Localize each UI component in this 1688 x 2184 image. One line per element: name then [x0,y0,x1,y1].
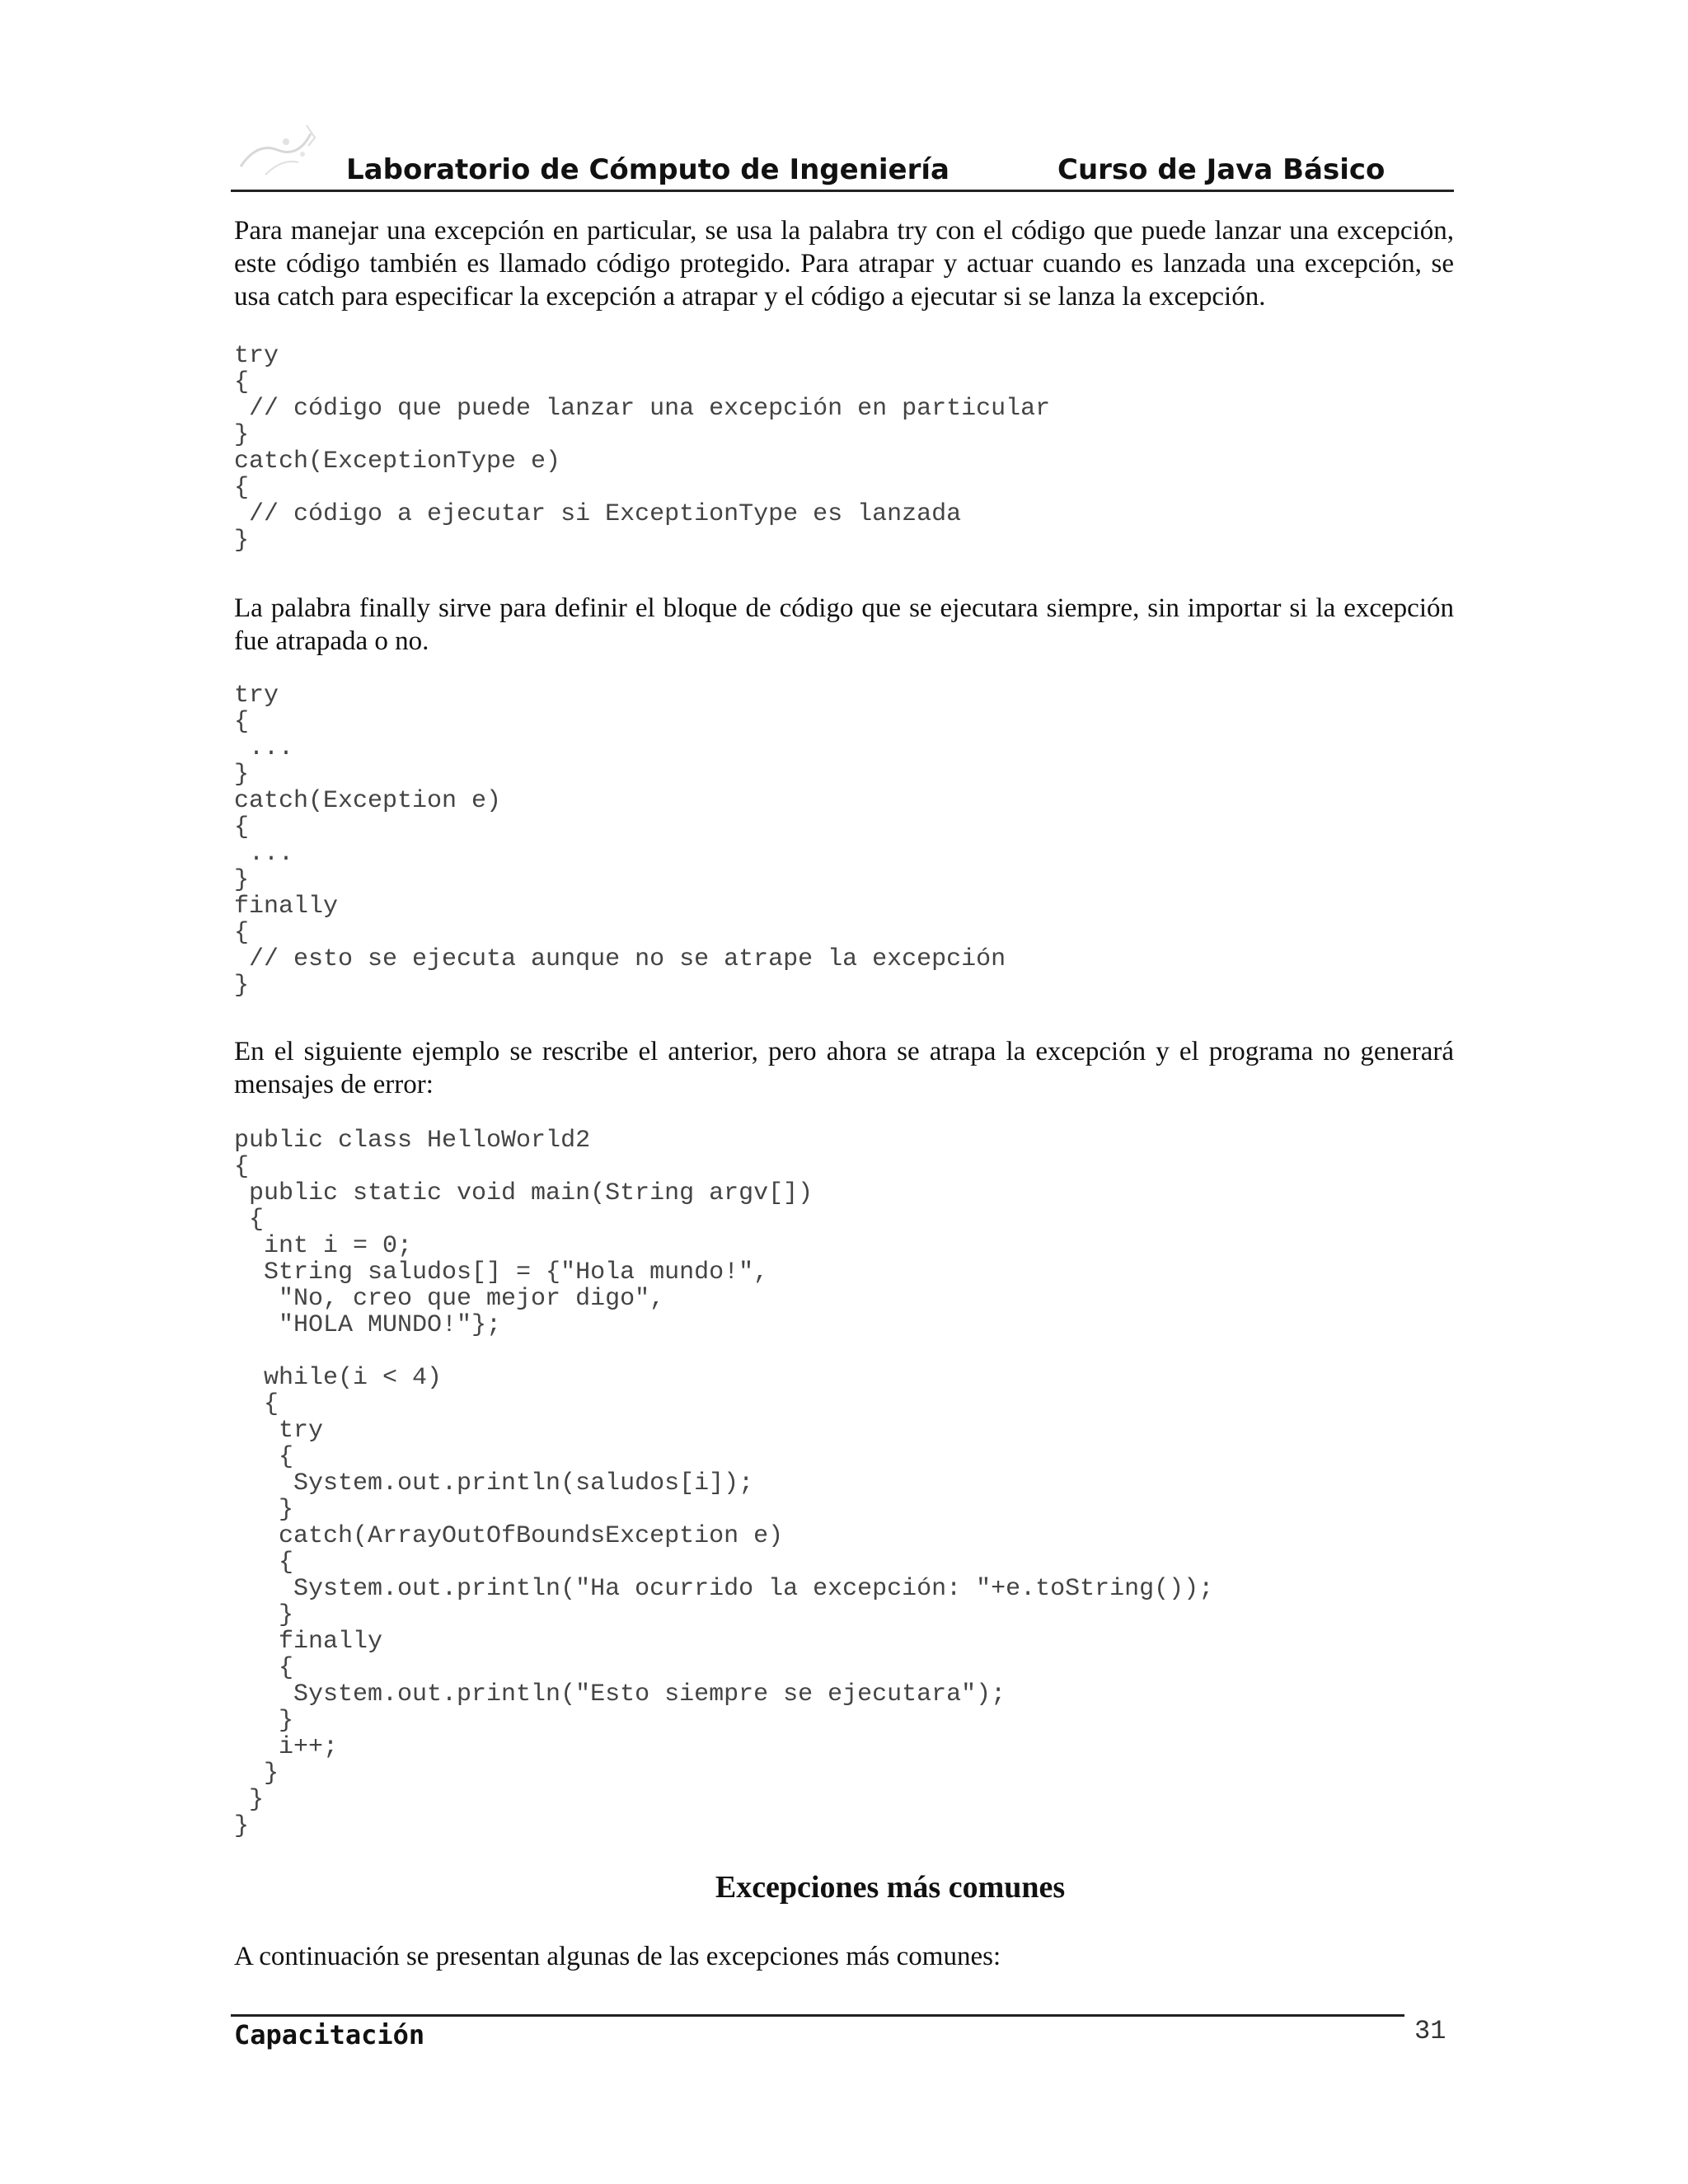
paragraph-line: A continuación se presentan algunas de las excepciones más comunes: [234,1942,1001,1971]
code-block-try-catch: try { // código que puede lanzar una excepción en particular } catch(ExceptionType e) { // código a ejecutar si ExceptionType es lanzada } [234,342,1051,555]
code-block-helloworld2: public class HelloWorld2 { public static void main(String argv[]) { int i = 0; String saludos[] = {"Hola mundo!", "No, creo que mejor digo", "HOLA MUNDO!"}; while(i < 4) { try { System.out.println(saludos[i]); } catch(ArrayOutOfBoundsException e) { System.out.println("Ha ocurrido la excepción: "+e.toString()); } finally { System.out.println("Esto siempre se ejecutara"); } i++; } } } [234,1127,1214,1840]
paragraph-line: fue atrapada o no. [234,626,429,656]
page-number: 31 [1414,2016,1447,2046]
code-block-finally: try { ... } catch(Exception e) { ... } finally { // esto se ejecuta aunque no se atrape la excepción } [234,682,1006,1000]
footer-divider [231,2014,1404,2017]
paragraph-line: usa catch para especificar la excepción a atrapar y el código a ejecutar si se lanza la excepción. [234,282,1266,312]
header-divider [231,190,1454,192]
paragraph-line: mensajes de error: [234,1070,434,1099]
paragraph-line: En el siguiente ejemplo se rescribe el anterior, pero ahora se atrapa la excepción y el programa no generará [234,1037,1454,1066]
footer-label: Capacitación [234,2019,425,2050]
header-lab-title: Laboratorio de Cómputo de Ingeniería [346,153,950,186]
section-title: Excepciones más comunes [715,1870,1066,1905]
paragraph-line: este código también es llamado código protegido. Para atrapar y actuar cuando es lanzada una excepción, se [234,249,1454,279]
paragraph-finally-intro [234,592,1454,658]
paragraph-line: La palabra finally sirve para definir el bloque de código que se ejecutara siempre, sin importar si la excepción [234,593,1454,623]
paragraph-try-catch-intro [234,214,1454,313]
paragraph-example-intro [234,1035,1454,1101]
header-course-title: Curso de Java Básico [1057,153,1386,186]
paragraph-line: Para manejar una excepción en particular, se usa la palabra try con el código que puede lanzar una excepción, [234,216,1454,246]
paragraph-common-exceptions [234,1940,1454,1973]
faded-logo-icon [232,117,331,183]
